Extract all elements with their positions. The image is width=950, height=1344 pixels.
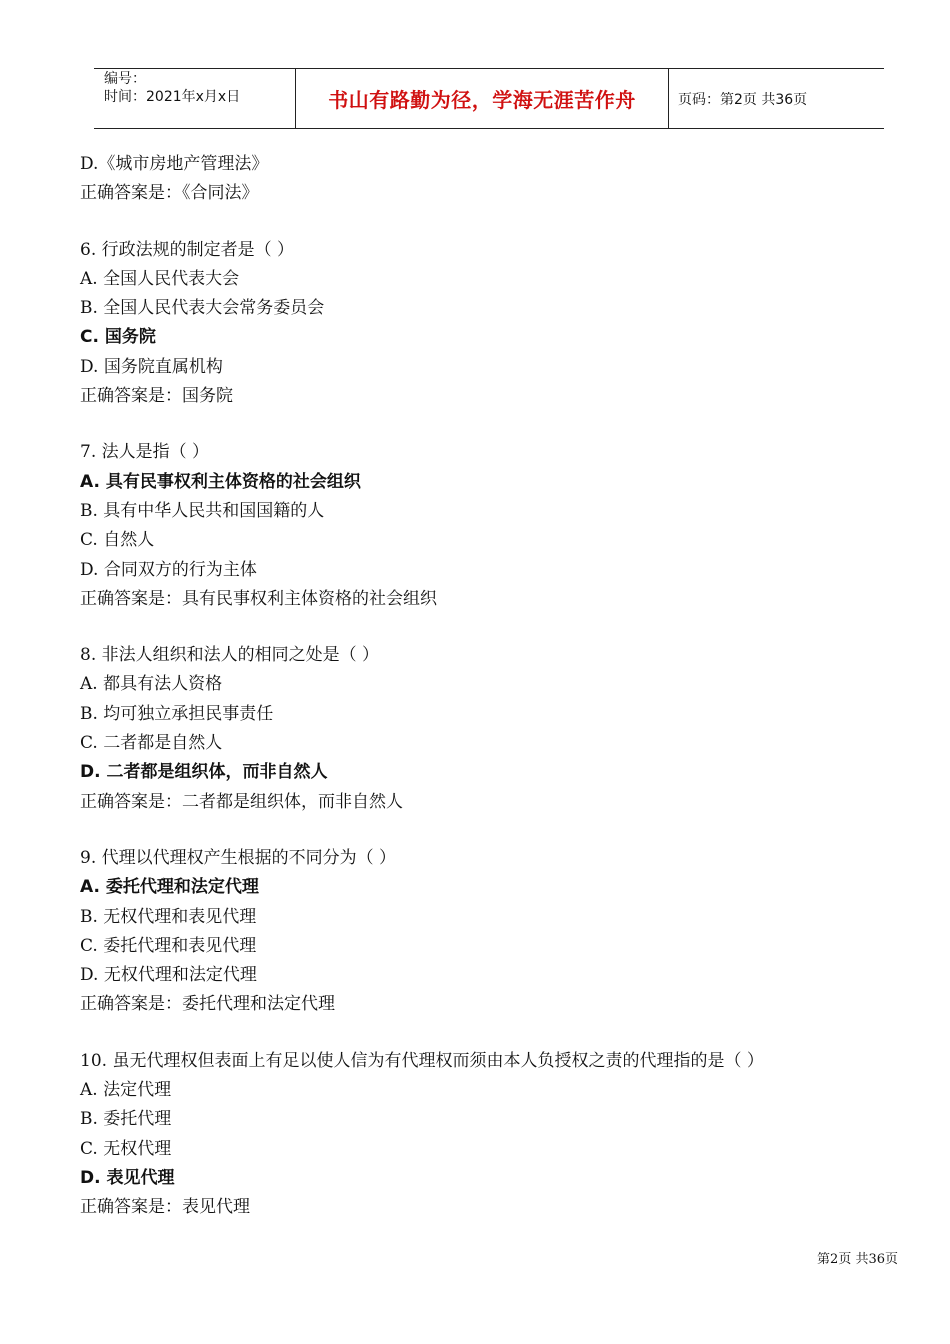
- option-line-correct: D. 二者都是组织体，而非自然人: [80, 762, 328, 783]
- question-line: 8. 非法人组织和法人的相同之处是（ ）: [80, 645, 380, 666]
- block-gap: [80, 1020, 880, 1047]
- option-line: A. 都具有法人资格: [80, 674, 223, 695]
- option-line-correct: A. 具有民事权利主体资格的社会组织: [80, 471, 361, 492]
- question-line: 6. 行政法规的制定者是（ ）: [80, 239, 295, 260]
- option-line: D. 无权代理和法定代理: [80, 965, 257, 986]
- option-line: D.《城市房地产管理法》: [80, 154, 269, 174]
- block-gap: [80, 817, 880, 844]
- answer-line: 正确答案是：表见代理: [80, 1197, 250, 1218]
- question-block: [80, 844, 880, 1020]
- block-gap: [80, 209, 880, 236]
- question-block: [80, 641, 880, 817]
- question-block: [80, 438, 880, 614]
- option-line: B. 无权代理和表见代理: [80, 906, 257, 927]
- option-line-correct: D. 表见代理: [80, 1167, 175, 1188]
- block-gap: [80, 411, 880, 438]
- header-top-rule: [94, 68, 884, 69]
- option-line: B. 全国人民代表大会常务委员会: [80, 298, 325, 319]
- header-time-label: 时间：2021年x月x日: [104, 89, 241, 105]
- option-line-correct: C. 国务院: [80, 327, 156, 348]
- header-bottom-rule: [94, 128, 884, 129]
- question-content: [80, 150, 880, 1223]
- header-page-info: 页码：第2页 共36页: [678, 92, 808, 108]
- header-motto: 书山有路勤为径，学海无涯苦作舟: [328, 88, 636, 112]
- option-line: A. 全国人民代表大会: [80, 268, 240, 289]
- option-line-correct: A. 委托代理和法定代理: [80, 877, 259, 898]
- question-block: [80, 150, 880, 209]
- answer-line: 正确答案是：二者都是组织体，而非自然人: [80, 791, 403, 812]
- question-line: 9. 代理以代理权产生根据的不同分为（ ）: [80, 847, 397, 868]
- option-line: B. 均可独立承担民事责任: [80, 703, 274, 724]
- question-block: [80, 1047, 880, 1223]
- footer-page-number: 第2页 共36页: [817, 1252, 898, 1267]
- option-line: A. 法定代理: [80, 1080, 172, 1101]
- header-code-label: 编号：: [104, 71, 146, 87]
- header-divider-right: [668, 68, 669, 129]
- header-meta: [104, 70, 240, 106]
- question-line: 7. 法人是指（ ）: [80, 442, 210, 463]
- option-line: D. 合同双方的行为主体: [80, 559, 257, 580]
- question-block: [80, 236, 880, 412]
- option-line: C. 无权代理: [80, 1138, 172, 1159]
- answer-line: 正确答案是：国务院: [80, 386, 233, 407]
- answer-line: 正确答案是：《合同法》: [80, 183, 259, 204]
- answer-line: 正确答案是：委托代理和法定代理: [80, 994, 335, 1015]
- block-gap: [80, 614, 880, 641]
- question-line: 10. 虽无代理权但表面上有足以使人信为有代理权而须由本人负授权之责的代理指的是（ ）: [80, 1050, 764, 1071]
- option-line: C. 自然人: [80, 530, 155, 551]
- option-line: C. 委托代理和表见代理: [80, 935, 257, 956]
- option-line: D. 国务院直属机构: [80, 356, 223, 377]
- option-line: B. 委托代理: [80, 1109, 172, 1130]
- option-line: B. 具有中华人民共和国国籍的人: [80, 500, 325, 521]
- answer-line: 正确答案是：具有民事权利主体资格的社会组织: [80, 588, 437, 609]
- option-line: C. 二者都是自然人: [80, 733, 223, 754]
